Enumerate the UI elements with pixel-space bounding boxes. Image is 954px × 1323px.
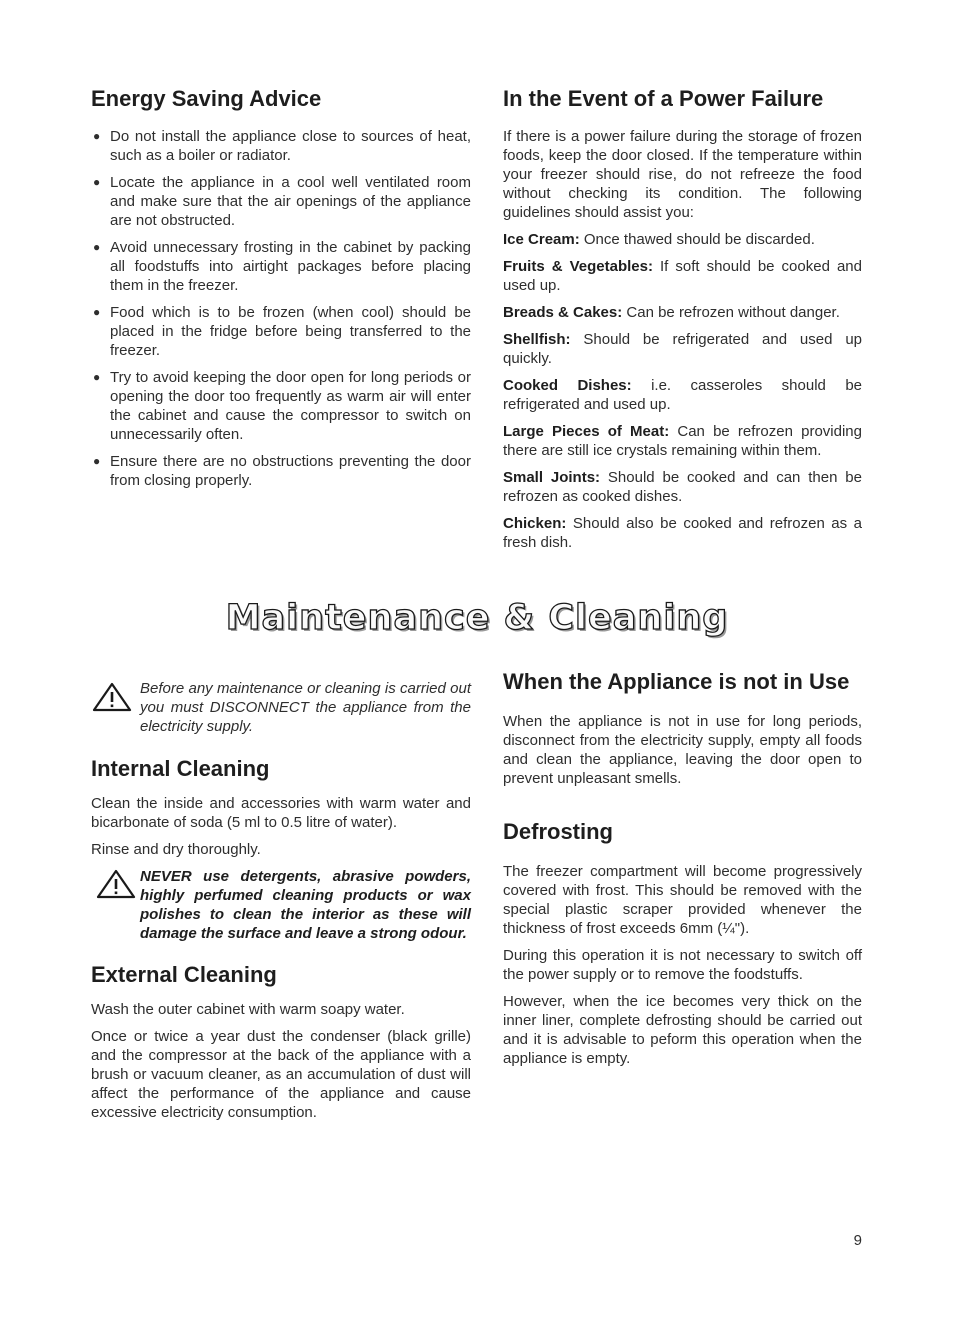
bullet-icon: ● bbox=[93, 129, 101, 143]
not-in-use-text: When the appliance is not in use for long periods, disconnect from the electricity supply, empty all foods and clean the appliance, leaving the door open to prevent unpleasant smells. bbox=[503, 713, 862, 787]
list-item: ● Food which is to be frozen (when cool) should be placed in the fridge before being transferred to the freezer. bbox=[93, 304, 471, 359]
external-cleaning-text: Wash the outer cabinet with warm soapy water. bbox=[91, 1001, 405, 1018]
energy-saving-heading: Energy Saving Advice bbox=[91, 86, 322, 111]
maintenance-left-column bbox=[91, 679, 471, 1130]
disconnect-warning bbox=[91, 679, 471, 736]
rinse-text: Rinse and dry thoroughly. bbox=[91, 841, 261, 858]
defrosting-text-2: During this operation it is not necessary to switch off the power supply or to remove the foodstuffs. bbox=[503, 947, 862, 983]
guideline-item: Large Pieces of Meat: Can be refrozen providing there are still ice crystals remaining within them. bbox=[503, 423, 862, 459]
power-failure-heading: In the Event of a Power Failure bbox=[503, 86, 824, 111]
guideline-item: Small Joints: Should be cooked and can then be refrozen as cooked dishes. bbox=[503, 469, 862, 505]
guideline-item: Breads & Cakes: Can be refrozen without danger. bbox=[503, 304, 840, 321]
power-failure-section bbox=[503, 85, 862, 560]
guideline-item: Shellfish: Should be refrigerated and used up quickly. bbox=[503, 331, 862, 367]
guideline-item: Fruits & Vegetables: If soft should be cooked and used up. bbox=[503, 258, 862, 294]
disconnect-warning-text: Before any maintenance or cleaning is carried out you must DISCONNECT the appliance from the electricity supply. bbox=[140, 680, 471, 735]
list-item: ● Avoid unnecessary frosting in the cabinet by packing all foodstuffs into airtight packages before placing them in the freezer. bbox=[93, 239, 471, 294]
maintenance-right-column bbox=[503, 668, 862, 1076]
guideline-item: Chicken: Should also be cooked and refrozen as a fresh dish. bbox=[503, 515, 862, 551]
bullet-icon: ● bbox=[93, 305, 101, 319]
power-failure-intro: If there is a power failure during the storage of frozen foods, keep the door closed. If the temperature within your freezer should rise, do not refreeze the food without checking its condition. The following guidelines should assist you: bbox=[503, 128, 862, 221]
internal-cleaning-heading: Internal Cleaning bbox=[91, 756, 270, 781]
detergent-warning-text: NEVER use detergents, abrasive powders, highly perfumed cleaning products or wax polishes to clean the interior as these will damage the surface and leave a strong odour. bbox=[140, 868, 471, 942]
bullet-icon: ● bbox=[93, 240, 101, 254]
not-in-use-heading: When the Appliance is not in Use bbox=[503, 669, 850, 694]
guideline-item: Ice Cream: Once thawed should be discarded. bbox=[503, 231, 815, 248]
bullet-icon: ● bbox=[93, 175, 101, 189]
list-item: ● Do not install the appliance close to sources of heat, such as a boiler or radiator. bbox=[93, 128, 471, 164]
external-cleaning-heading: External Cleaning bbox=[91, 962, 277, 987]
list-item: ● Locate the appliance in a cool well ventilated room and make sure that the air openings of the appliance are not obstructed. bbox=[93, 174, 471, 229]
warning-triangle-icon bbox=[96, 869, 136, 899]
detergent-warning bbox=[91, 867, 471, 943]
condenser-text: Once or twice a year dust the condenser (black grille) and the compressor at the back of the appliance with a brush or vacuum cleaner, as an accumulation of dust will affect the performance of the appliance and cause excessive electricity consumption. bbox=[91, 1028, 471, 1121]
internal-cleaning-text: Clean the inside and accessories with warm water and bicarbonate of soda (5 ml to 0.5 litre of water). bbox=[91, 795, 471, 831]
guideline-item: Cooked Dishes: i.e. casseroles should be refrigerated and used up. bbox=[503, 377, 863, 413]
list-item: ● Try to avoid keeping the door open for long periods or opening the door too frequently as warm air will enter the cabinet and cause the compressor to switch on unnecessarily often. bbox=[93, 369, 471, 443]
page-number: 9 bbox=[853, 1232, 862, 1249]
defrosting-heading: Defrosting bbox=[503, 819, 613, 844]
energy-saving-section bbox=[91, 85, 471, 498]
defrosting-text-1: The freezer compartment will become progressively covered with frost. This should be removed with the special plastic scraper provided whenever the thickness of frost exceeds 6mm (¼"). bbox=[503, 863, 862, 937]
bullet-icon: ● bbox=[93, 454, 101, 468]
energy-saving-list bbox=[91, 127, 471, 490]
list-item: ● Ensure there are no obstructions preventing the door from closing properly. bbox=[93, 453, 471, 489]
page-title: Maintenance & Cleaning bbox=[225, 598, 729, 638]
warning-triangle-icon bbox=[92, 682, 132, 712]
bullet-icon: ● bbox=[93, 370, 101, 384]
defrosting-text-3: However, when the ice becomes very thick on the inner liner, complete defrosting should be carried out and it is advisable to peform this operation when the appliance is empty. bbox=[503, 993, 862, 1067]
